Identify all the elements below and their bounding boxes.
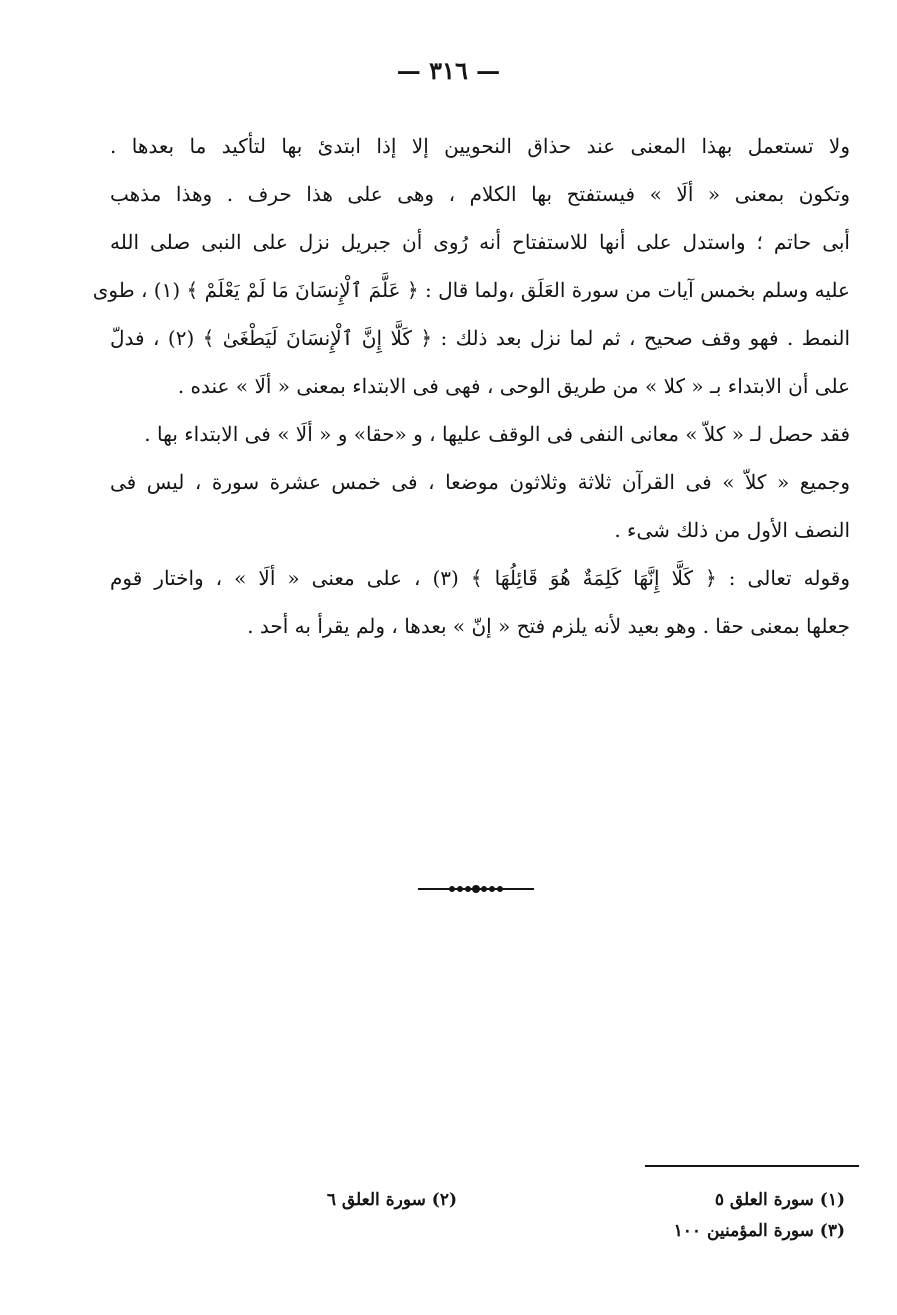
text-line: فقد حصل لـ « كلاّ » معانى النفى فى الوقف عليها ، و «حقا» و « ألَا » فى الابتداء بها . bbox=[144, 422, 850, 446]
page-number: — ٣١٦ — bbox=[396, 56, 501, 85]
footnote-3: (٣) سورة المؤمنين ١٠٠ bbox=[673, 1221, 845, 1241]
text-line: ولا تستعمل بهذا المعنى عند حذاق النحويين إلا إذا ابتدئ بها لتأكيد ما بعدها . bbox=[110, 134, 850, 158]
text-line: النمط . فهو وقف صحيح ، ثم لما نزل بعد ذلك : ﴿ كَلَّا إِنَّ ٱلْإِنسَانَ لَيَطْغَىٰ ﴾ (٢) ، فدلّ bbox=[110, 326, 851, 350]
text-line: وجميع « كلاّ » فى القرآن ثلاثة وثلاثون موضعا ، فى خمس عشرة سورة ، ليس فى bbox=[110, 470, 850, 494]
footnote-1: (١) سورة العلق ٥ bbox=[714, 1190, 845, 1210]
text-line: وتكون بمعنى « ألَا » فيستفتح بها الكلام ، وهى على هذا حرف . وهذا مذهب bbox=[110, 182, 850, 206]
text-line: عليه وسلم بخمس آيات من سورة العَلَق ،ولما قال : ﴿ عَلَّمَ ٱلْإِنسَانَ مَا لَمْ يَعْلَمْ ﴾ (١) ، طوى bbox=[92, 278, 850, 302]
text-line: النصف الأول من ذلك شىء . bbox=[614, 518, 850, 542]
text-line: وقوله تعالى : ﴿ كَلَّا إِنَّهَا كَلِمَةٌ هُوَ قَائِلُهَا ﴾ (٣) ، على معنى « ألَا » ، واختار قوم bbox=[110, 566, 851, 590]
text-line: على أن الابتداء بـ « كلا » من طريق الوحى ، فهى فى الابتداء بمعنى « ألَا » عنده . bbox=[177, 374, 850, 398]
text-line: جعلها بمعنى حقا . وهو بعيد لأنه يلزم فتح « إنّ » بعدها ، ولم يقرأ به أحد . bbox=[247, 614, 850, 638]
text-line: أبى حاتم ؛ واستدل على أنها للاستفتاح أنه رُوى أن جبريل نزل على النبى صلى الله bbox=[110, 230, 850, 254]
footnote-divider bbox=[645, 1165, 859, 1167]
main-text-block bbox=[92, 122, 851, 650]
footnote-2: (٢) سورة العلق ٦ bbox=[326, 1190, 457, 1210]
section-end-ornament-icon bbox=[418, 882, 534, 896]
